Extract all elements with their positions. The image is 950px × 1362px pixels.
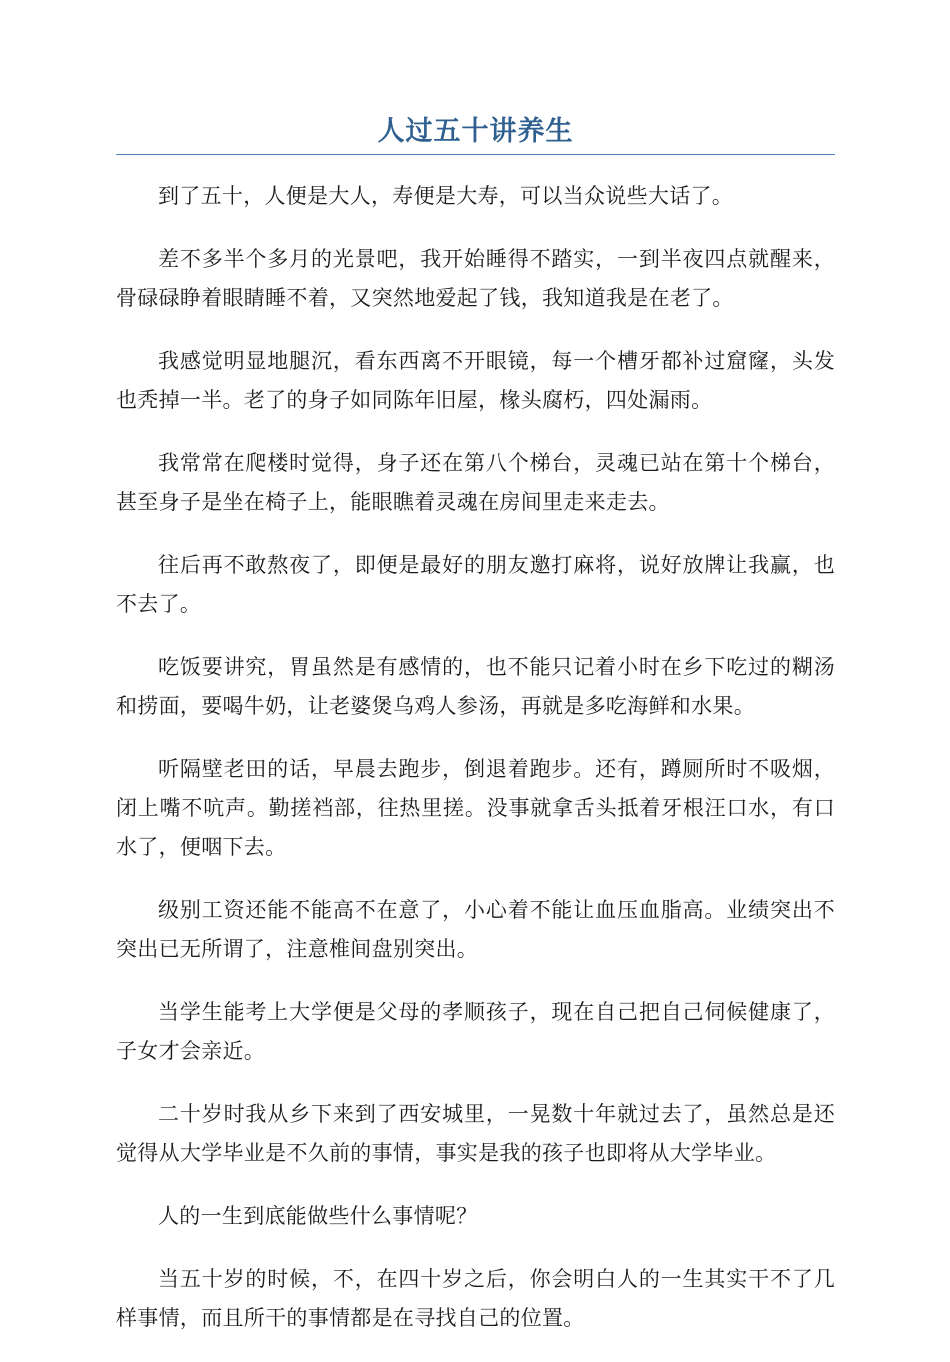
document-page xyxy=(116,112,835,1362)
paragraph: 差不多半个多月的光景吧，我开始睡得不踏实，一到半夜四点就醒来，骨碌碌睁着眼睛睡不着，又突然地爱起了钱，我知道我是在老了。 xyxy=(116,247,835,310)
paragraph: 听隔壁老田的话，早晨去跑步，倒退着跑步。还有，蹲厕所时不吸烟，闭上嘴不吭声。勤搓裆部，往热里搓。没事就拿舌头抵着牙根汪口水，有口水了，便咽下去。 xyxy=(116,757,835,859)
paragraph: 我感觉明显地腿沉，看东西离不开眼镜，每一个槽牙都补过窟窿，头发也秃掉一半。老了的身子如同陈年旧屋，椽头腐朽，四处漏雨。 xyxy=(116,349,835,412)
paragraph: 级别工资还能不能高不在意了，小心着不能让血压血脂高。业绩突出不突出已无所谓了，注意椎间盘别突出。 xyxy=(116,898,835,961)
paragraph: 往后再不敢熬夜了，即便是最好的朋友邀打麻将，说好放牌让我赢，也不去了。 xyxy=(116,553,835,616)
paragraph: 吃饭要讲究，胃虽然是有感情的，也不能只记着小时在乡下吃过的糊汤和捞面，要喝牛奶，让老婆煲乌鸡人参汤，再就是多吃海鲜和水果。 xyxy=(116,655,835,718)
paragraph: 我常常在爬楼时觉得，身子还在第八个梯台，灵魂已站在第十个梯台，甚至身子是坐在椅子上，能眼瞧着灵魂在房间里走来走去。 xyxy=(116,451,835,514)
paragraph: 人的一生到底能做些什么事情呢？ xyxy=(158,1204,478,1228)
title-underline xyxy=(116,154,835,155)
paragraph: 到了五十，人便是大人，寿便是大寿，可以当众说些大话了。 xyxy=(158,184,734,208)
paragraph: 二十岁时我从乡下来到了西安城里，一晃数十年就过去了，虽然总是还觉得从大学毕业是不久前的事情，事实是我的孩子也即将从大学毕业。 xyxy=(116,1102,835,1165)
paragraph: 当五十岁的时候，不，在四十岁之后，你会明白人的一生其实干不了几样事情，而且所干的事情都是在寻找自己的位置。 xyxy=(116,1267,835,1330)
paragraph: 当学生能考上大学便是父母的孝顺孩子，现在自己把自己伺候健康了，子女才会亲近。 xyxy=(116,1000,835,1063)
document-body xyxy=(116,177,835,1338)
document-title: 人过五十讲养生 xyxy=(377,116,574,147)
